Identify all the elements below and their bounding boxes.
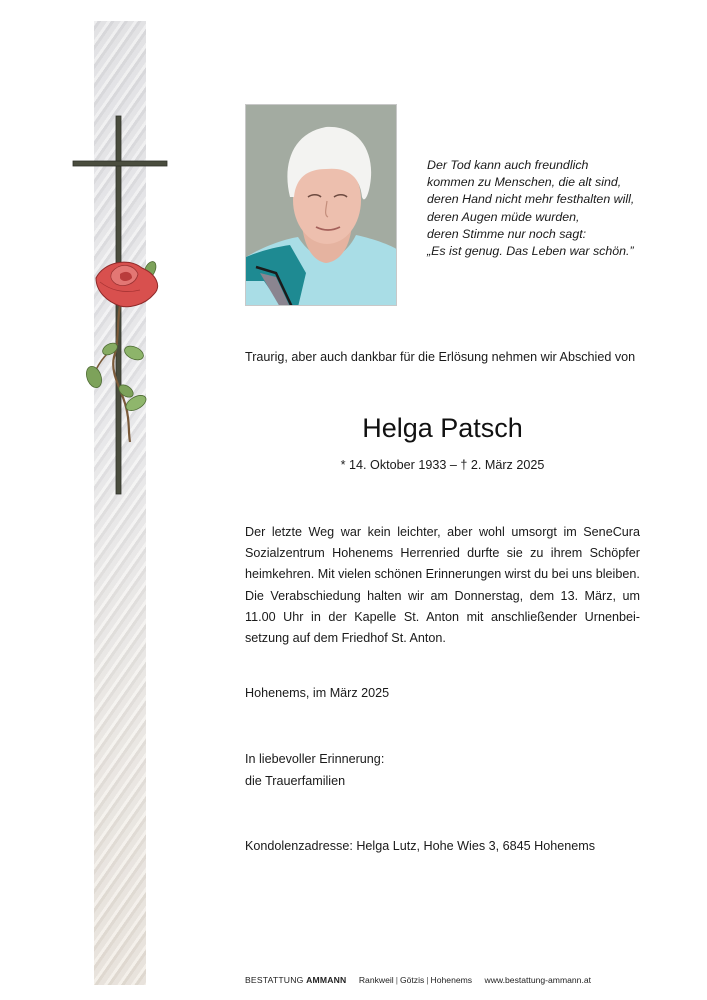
- cross-horizontal-bar: [73, 161, 167, 166]
- cross-rose-icon: [70, 112, 170, 502]
- paragraph-farewell: Der letzte Weg war kein leichter, aber wohl umsorgt im SeneCura Sozialzentrum Hohenems Herrenried durfte sie zu ihrem Schöpfer heimkehren. Mit vielen schönen Erinnerungen wirst du bei uns bleiben.: [245, 525, 640, 581]
- paragraph-ceremony: Die Verabschiedung halten wir am Donnerstag, dem 13. März, um 11.00 Uhr in der Kapelle St. Anton mit anschließender Urnenbei-setzung auf dem Friedhof St. Anton.: [245, 589, 640, 645]
- rose-leaf: [122, 343, 145, 362]
- poem-line: kommen zu Menschen, die alt sind,: [427, 175, 622, 190]
- website-link[interactable]: www.bestattung-ammann.at: [484, 975, 592, 985]
- condolence-address: Kondolenzadresse: Helga Lutz, Hohe Wies 3, 6845 Hohenems: [245, 839, 596, 853]
- brand-prefix: BESTATTUNG: [245, 975, 307, 985]
- footer-locations: [359, 975, 472, 985]
- poem-line: deren Stimme nur noch sagt:: [427, 226, 587, 241]
- poem-line: „Es ist genug. Das Leben war schön.”: [427, 244, 634, 259]
- poem-line: Der Tod kann auch freundlich: [427, 158, 589, 172]
- place-date: Hohenems, im März 2025: [245, 686, 390, 700]
- location: Hohenems: [430, 975, 473, 985]
- life-dates: * 14. Oktober 1933 – † 2. März 2025: [340, 458, 545, 472]
- rose-leaf: [84, 364, 105, 389]
- portrait-photo: [245, 104, 397, 306]
- portrait-illustration: [246, 105, 397, 306]
- separator: |: [395, 975, 398, 985]
- footer: [245, 975, 591, 985]
- signature-families: die Trauerfamilien: [245, 774, 346, 788]
- brand-name: AMMANN: [306, 975, 347, 985]
- intro-text: Traurig, aber auch dankbar für die Erlösung nehmen wir Abschied von: [245, 350, 636, 364]
- funeral-home-brand: [245, 975, 346, 985]
- deceased-name: Helga Patsch: [362, 413, 523, 443]
- poem-line: deren Hand nicht mehr festhalten will,: [427, 192, 635, 207]
- poem: [427, 157, 657, 260]
- poem-line: deren Augen müde wurden,: [427, 209, 580, 224]
- signature-intro: In liebevoller Erinnerung:: [245, 752, 385, 766]
- location: Rankweil: [358, 975, 394, 985]
- location: Götzis: [399, 975, 425, 985]
- separator: |: [426, 975, 429, 985]
